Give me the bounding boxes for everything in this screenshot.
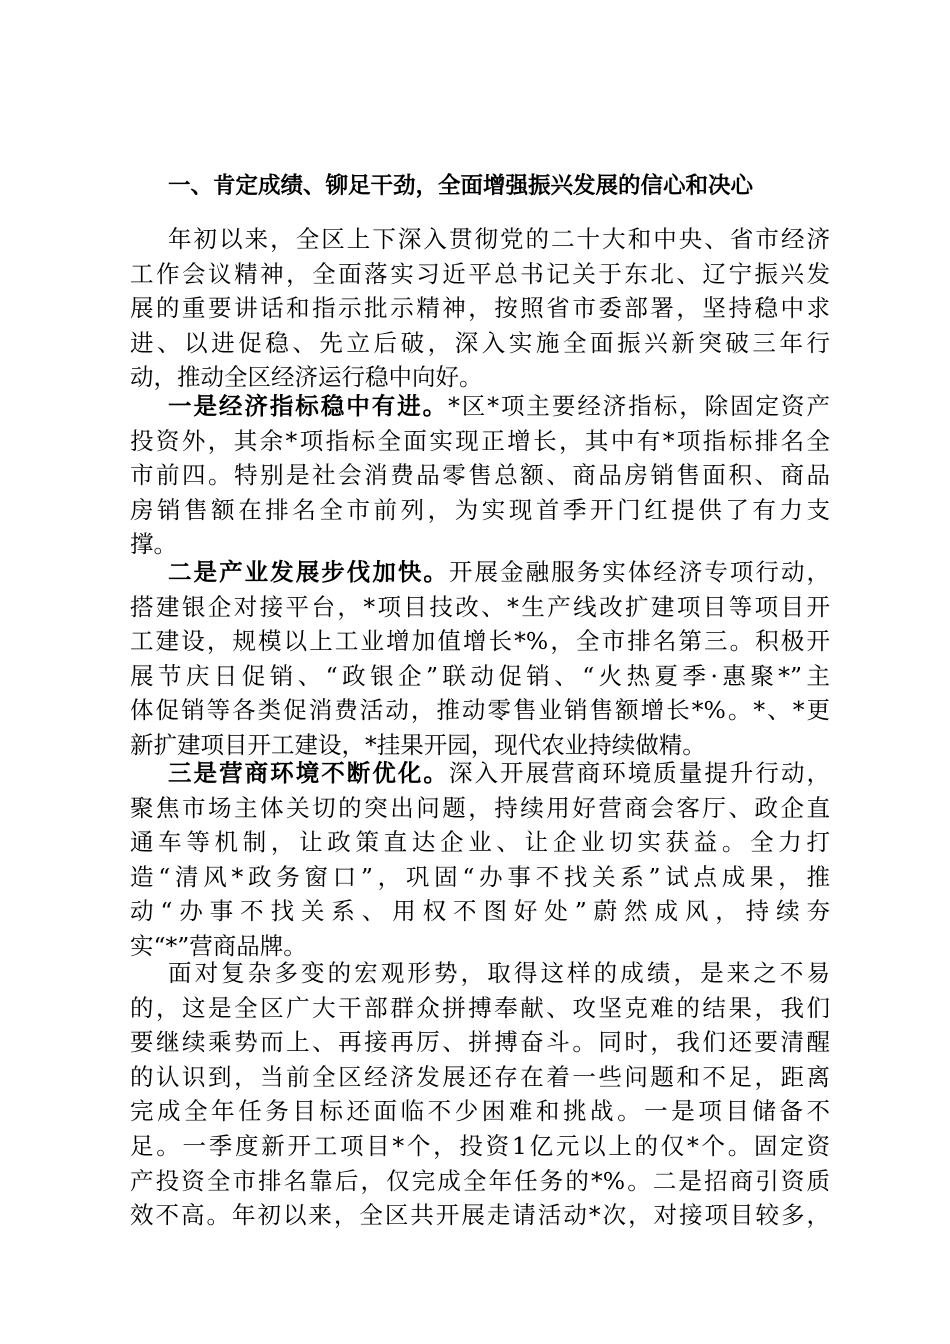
paragraph-line: 聚焦市场主体关切的突出问题，持续用好营商会客厅、政企直 bbox=[130, 793, 830, 822]
paragraph-line: 房销售额在排名全市前列，为实现首季开门红提供了有力支 bbox=[130, 495, 830, 524]
paragraph-line bbox=[130, 756, 830, 791]
paragraph-challenges bbox=[130, 956, 830, 1233]
paragraph-lead: 三是营商环境不断优化。 bbox=[168, 759, 449, 787]
paragraph-line: 的认识到，当前全区经济发展还存在着一些问题和不足，距离 bbox=[130, 1062, 830, 1091]
paragraph-line: 的，这是全区广大干部群众拼搏奉献、攻坚克难的结果，我们 bbox=[130, 993, 830, 1022]
paragraph-line: 工建设，规模以上工业增加值增长*%，全市排名第三。积极开 bbox=[130, 627, 830, 656]
paragraph-line: 动“办事不找关系、用权不图好处”蔚然成风，持续夯 bbox=[130, 897, 830, 926]
paragraph-line: 实“*”营商品牌。 bbox=[130, 931, 307, 960]
paragraph-line: 新扩建项目开工建设，*挂果开园，现代农业持续做精。 bbox=[130, 730, 706, 759]
paragraph-industry-development bbox=[130, 555, 830, 763]
paragraph-lead: 一是经济指标稳中有进。 bbox=[168, 392, 449, 420]
paragraph-economic-indicators bbox=[130, 389, 830, 562]
paragraph-line: 进、以进促稳、先立后破，深入实施全面振兴新突破三年行 bbox=[130, 328, 830, 357]
paragraph-line bbox=[130, 389, 830, 424]
paragraph-line: 搭建银企对接平台，*项目技改、*生产线改扩建项目等项目开 bbox=[130, 592, 830, 621]
paragraph-line: 撑。 bbox=[130, 530, 177, 559]
paragraph-line: 投资外，其余*项指标全面实现正增长，其中有*项指标排名全 bbox=[130, 426, 830, 455]
paragraph-line: 动，推动全区经济运行稳中向好。 bbox=[130, 363, 483, 392]
paragraph-intro bbox=[130, 222, 830, 395]
paragraph-line: 产投资全市排名靠后，仅完成全年任务的*%。二是招商引资质 bbox=[130, 1166, 830, 1195]
section-heading: 一、肯定成绩、铆足干劲，全面增强振兴发展的信心和决心 bbox=[168, 173, 754, 199]
paragraph-line: 面对复杂多变的宏观形势，取得这样的成绩，是来之不易 bbox=[168, 959, 830, 987]
paragraph-line: 造“清风*政务窗口”，巩固“办事不找关系”试点成果，推 bbox=[130, 862, 830, 891]
paragraph-line: 市前四。特别是社会消费品零售总额、商品房销售面积、商品 bbox=[130, 461, 830, 490]
paragraph-line: 年初以来，全区上下深入贯彻党的二十大和中央、省市经济 bbox=[168, 225, 830, 253]
paragraph-lead: 二是产业发展步伐加快。 bbox=[168, 558, 449, 586]
paragraph-line: 展节庆日促销、“政银企”联动促销、“火热夏季·惠聚*”主 bbox=[130, 661, 830, 690]
paragraph-line: 工作会议精神，全面落实习近平总书记关于东北、辽宁振兴发 bbox=[130, 259, 830, 288]
paragraph-business-environment bbox=[130, 756, 830, 964]
paragraph-line: 通车等机制，让政策直达企业、让企业切实获益。全力打 bbox=[130, 828, 830, 857]
paragraph-line: 足。一季度新开工项目*个，投资1亿元以上的仅*个。固定资 bbox=[130, 1131, 830, 1160]
paragraph-line-text: 深入开展营商环境质量提升行动， bbox=[448, 759, 831, 787]
paragraph-line-text: 开展金融服务实体经济专项行动， bbox=[448, 558, 831, 586]
paragraph-line-text: *区*项主要经济指标，除固定资产 bbox=[448, 392, 831, 420]
paragraph-line bbox=[130, 555, 830, 590]
paragraph-line: 体促销等各类促消费活动，推动零售业销售额增长*%。*、*更 bbox=[130, 696, 830, 725]
paragraph-line: 要继续乘势而上、再接再厉、拼搏奋斗。同时，我们还要清醒 bbox=[130, 1028, 830, 1057]
paragraph-line: 完成全年任务目标还面临不少困难和挑战。一是项目储备不 bbox=[130, 1097, 830, 1126]
paragraph-line: 效不高。年初以来，全区共开展走请活动*次，对接项目较多， bbox=[130, 1201, 830, 1230]
paragraph-line: 展的重要讲话和指示批示精神，按照省市委部署，坚持稳中求 bbox=[130, 294, 830, 323]
